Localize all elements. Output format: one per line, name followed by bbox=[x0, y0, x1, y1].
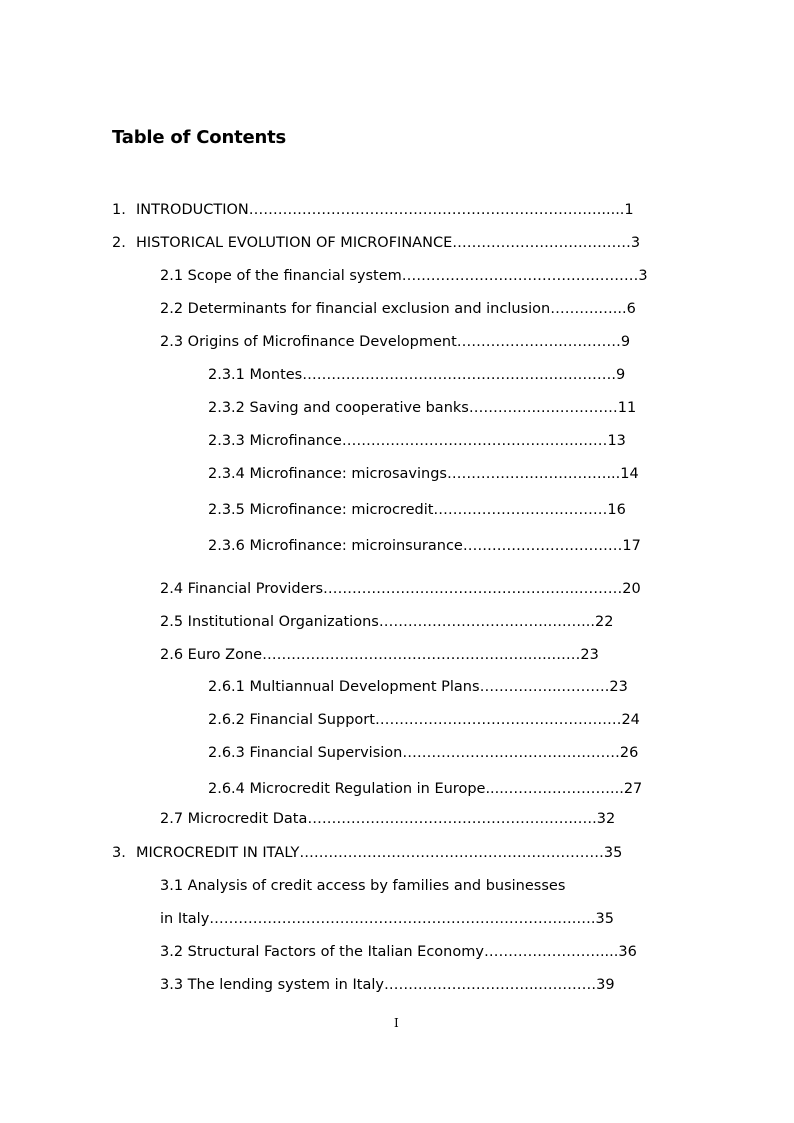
toc-entry-2-3-4[interactable] bbox=[208, 464, 639, 484]
toc-entry-page: 23 bbox=[580, 647, 599, 663]
toc-entry-leader: ………………………………………………………………...... bbox=[248, 202, 625, 218]
toc-entry-3-3[interactable] bbox=[160, 975, 615, 995]
toc-entry-2-3-3[interactable] bbox=[208, 431, 626, 451]
toc-entry-leader: ……………………….…….….…... bbox=[378, 614, 595, 630]
toc-entry-label: in Italy bbox=[160, 911, 210, 927]
toc-entry-label: 2.3.2 Saving and cooperative banks bbox=[208, 400, 469, 416]
page-title: Table of Contents bbox=[112, 127, 287, 148]
toc-entry-label: 2.5 Institutional Organizations bbox=[160, 614, 379, 630]
toc-entry-label: 2.3.5 Microfinance: microcredit bbox=[208, 502, 434, 518]
toc-entry-label: 2.6.1 Multiannual Development Plans bbox=[208, 679, 480, 695]
toc-entry-leader: ………………………………………………..…. bbox=[307, 811, 597, 827]
toc-entry-2-3-6[interactable] bbox=[208, 536, 641, 556]
toc-entry-label: MICROCREDIT IN ITALY bbox=[136, 845, 300, 861]
toc-entry-introduction[interactable] bbox=[112, 200, 634, 220]
toc-entry-leader: …………………………………………… bbox=[374, 712, 622, 728]
toc-entry-label: 2.3.3 Microfinance bbox=[208, 433, 342, 449]
toc-entry-page: 13 bbox=[607, 433, 626, 449]
toc-entry-leader: …………………………………………….…………. bbox=[302, 367, 616, 383]
toc-entry-label: 2.4 Financial Providers bbox=[160, 581, 324, 597]
toc-entry-leader: ……….….…..………… bbox=[468, 400, 618, 416]
toc-entry-2-2[interactable] bbox=[160, 299, 636, 319]
toc-entry-leader: ………………………………………………………………….…. bbox=[209, 911, 596, 927]
toc-entry-label: 3.2 Structural Factors of the Italian Economy bbox=[160, 944, 484, 960]
toc-entry-label: INTRODUCTION bbox=[136, 202, 249, 218]
toc-entry-label: 2.1 Scope of the financial system bbox=[160, 268, 402, 284]
toc-entry-microcredit-in-italy[interactable] bbox=[112, 843, 622, 863]
toc-entry-leader: ………………………………………….…… bbox=[341, 433, 608, 449]
toc-entry-page: 3 bbox=[630, 235, 641, 251]
toc-entry-number: 1. bbox=[112, 202, 126, 218]
toc-entry-leader: ………………….………… bbox=[456, 334, 621, 350]
toc-entry-2-3[interactable] bbox=[160, 332, 630, 352]
toc-entry-number: 3. bbox=[112, 845, 126, 861]
toc-entry-2-3-5[interactable] bbox=[208, 500, 626, 520]
toc-entry-label: 2.3.1 Montes bbox=[208, 367, 303, 383]
toc-entry-page: 16 bbox=[607, 502, 626, 518]
toc-entry-label: 2.2 Determinants for financial exclusion and inclusion bbox=[160, 301, 551, 317]
toc-entry-page: 6 bbox=[626, 301, 636, 317]
toc-entry-label: 2.7 Microcredit Data bbox=[160, 811, 308, 827]
toc-entry-page: 26 bbox=[619, 745, 639, 761]
footer-page-number: I bbox=[394, 1016, 399, 1030]
toc-entry-leader: ……….…... bbox=[550, 301, 627, 317]
toc-entry-label: 2.6.3 Financial Supervision bbox=[208, 745, 403, 761]
toc-entry-page: 39 bbox=[596, 977, 615, 993]
toc-entry-leader: ……………………………………………………… bbox=[299, 845, 604, 861]
toc-entry-page: 1 bbox=[624, 202, 634, 218]
toc-entry-leader: ……………..………. bbox=[479, 679, 610, 695]
toc-entry-leader: …………………….... bbox=[483, 944, 619, 960]
toc-entry-label: 2.3.6 Microfinance: microinsurance bbox=[208, 538, 463, 554]
toc-entry-page: 20 bbox=[622, 581, 641, 597]
toc-entry-2-6-3[interactable] bbox=[208, 743, 638, 763]
toc-entry-2-4[interactable] bbox=[160, 579, 641, 599]
toc-entry-leader: ……………………….……… bbox=[452, 235, 631, 251]
toc-entry-2-3-1[interactable] bbox=[208, 365, 625, 385]
toc-entry-label: 3.3 The lending system in Italy bbox=[160, 977, 384, 993]
toc-entry-page: 24 bbox=[621, 712, 640, 728]
toc-entry-number: 2. bbox=[112, 235, 126, 251]
toc-entry-2-6-1[interactable] bbox=[208, 677, 628, 697]
toc-entry-page: 27 bbox=[623, 781, 643, 797]
toc-entry-leader: ……………………………... bbox=[446, 466, 621, 482]
toc-entry-label: HISTORICAL EVOLUTION OF MICROFINANCE bbox=[136, 235, 453, 251]
toc-entry-leader: ……………………………… bbox=[433, 502, 608, 518]
toc-entry-page: 32 bbox=[596, 811, 616, 827]
toc-entry-page: 9 bbox=[620, 334, 631, 350]
toc-entry-leader: ……………………………………………….…..…… bbox=[262, 647, 581, 663]
toc-entry-3-2[interactable] bbox=[160, 942, 637, 962]
toc-entry-leader: ………………………………….……… bbox=[401, 268, 639, 284]
toc-entry-2-7[interactable] bbox=[160, 809, 615, 829]
toc-entry-page: 35 bbox=[603, 845, 623, 861]
toc-entry-page: 14 bbox=[620, 466, 639, 482]
toc-entry-label: 2.6.4 Microcredit Regulation in Europe bbox=[208, 781, 486, 797]
toc-entry-leader: …………………………… bbox=[462, 538, 623, 554]
toc-entry-leader: ……………………………………………..……… bbox=[323, 581, 623, 597]
toc-entry-leader: .....…………………... bbox=[485, 781, 624, 797]
toc-entry-label: 2.6 Euro Zone bbox=[160, 647, 263, 663]
toc-entry-historical-evolution[interactable] bbox=[112, 233, 640, 253]
toc-entry-page: 9 bbox=[615, 367, 626, 383]
toc-entry-3-1[interactable] bbox=[160, 876, 565, 896]
toc-entry-label: 2.3 Origins of Microfinance Development bbox=[160, 334, 457, 350]
toc-entry-label: 2.6.2 Financial Support bbox=[208, 712, 375, 728]
toc-entry-page: 17 bbox=[622, 538, 641, 554]
toc-entry-page: 23 bbox=[609, 679, 628, 695]
toc-entry-page: 35 bbox=[595, 911, 614, 927]
toc-entry-leader: ……………………………………… bbox=[402, 745, 620, 761]
toc-entry-page: 22 bbox=[595, 614, 614, 630]
toc-entry-2-6[interactable] bbox=[160, 645, 599, 665]
toc-entry-2-6-4[interactable] bbox=[208, 779, 642, 799]
toc-entry-2-6-2[interactable] bbox=[208, 710, 640, 730]
toc-entry-2-3-2[interactable] bbox=[208, 398, 636, 418]
toc-entry-label: 3.1 Analysis of credit access by families and businesses bbox=[160, 878, 566, 894]
toc-entry-2-5[interactable] bbox=[160, 612, 613, 632]
toc-entry-page: 3 bbox=[638, 268, 648, 284]
toc-entry-page: 36 bbox=[618, 944, 637, 960]
toc-entry-3-1-continued[interactable] bbox=[160, 909, 614, 929]
toc-entry-2-1[interactable] bbox=[160, 266, 648, 286]
toc-entry-leader: …………………………..………… bbox=[383, 977, 597, 993]
toc-entry-page: 11 bbox=[617, 400, 637, 416]
toc-entry-label: 2.3.4 Microfinance: microsavings bbox=[208, 466, 447, 482]
